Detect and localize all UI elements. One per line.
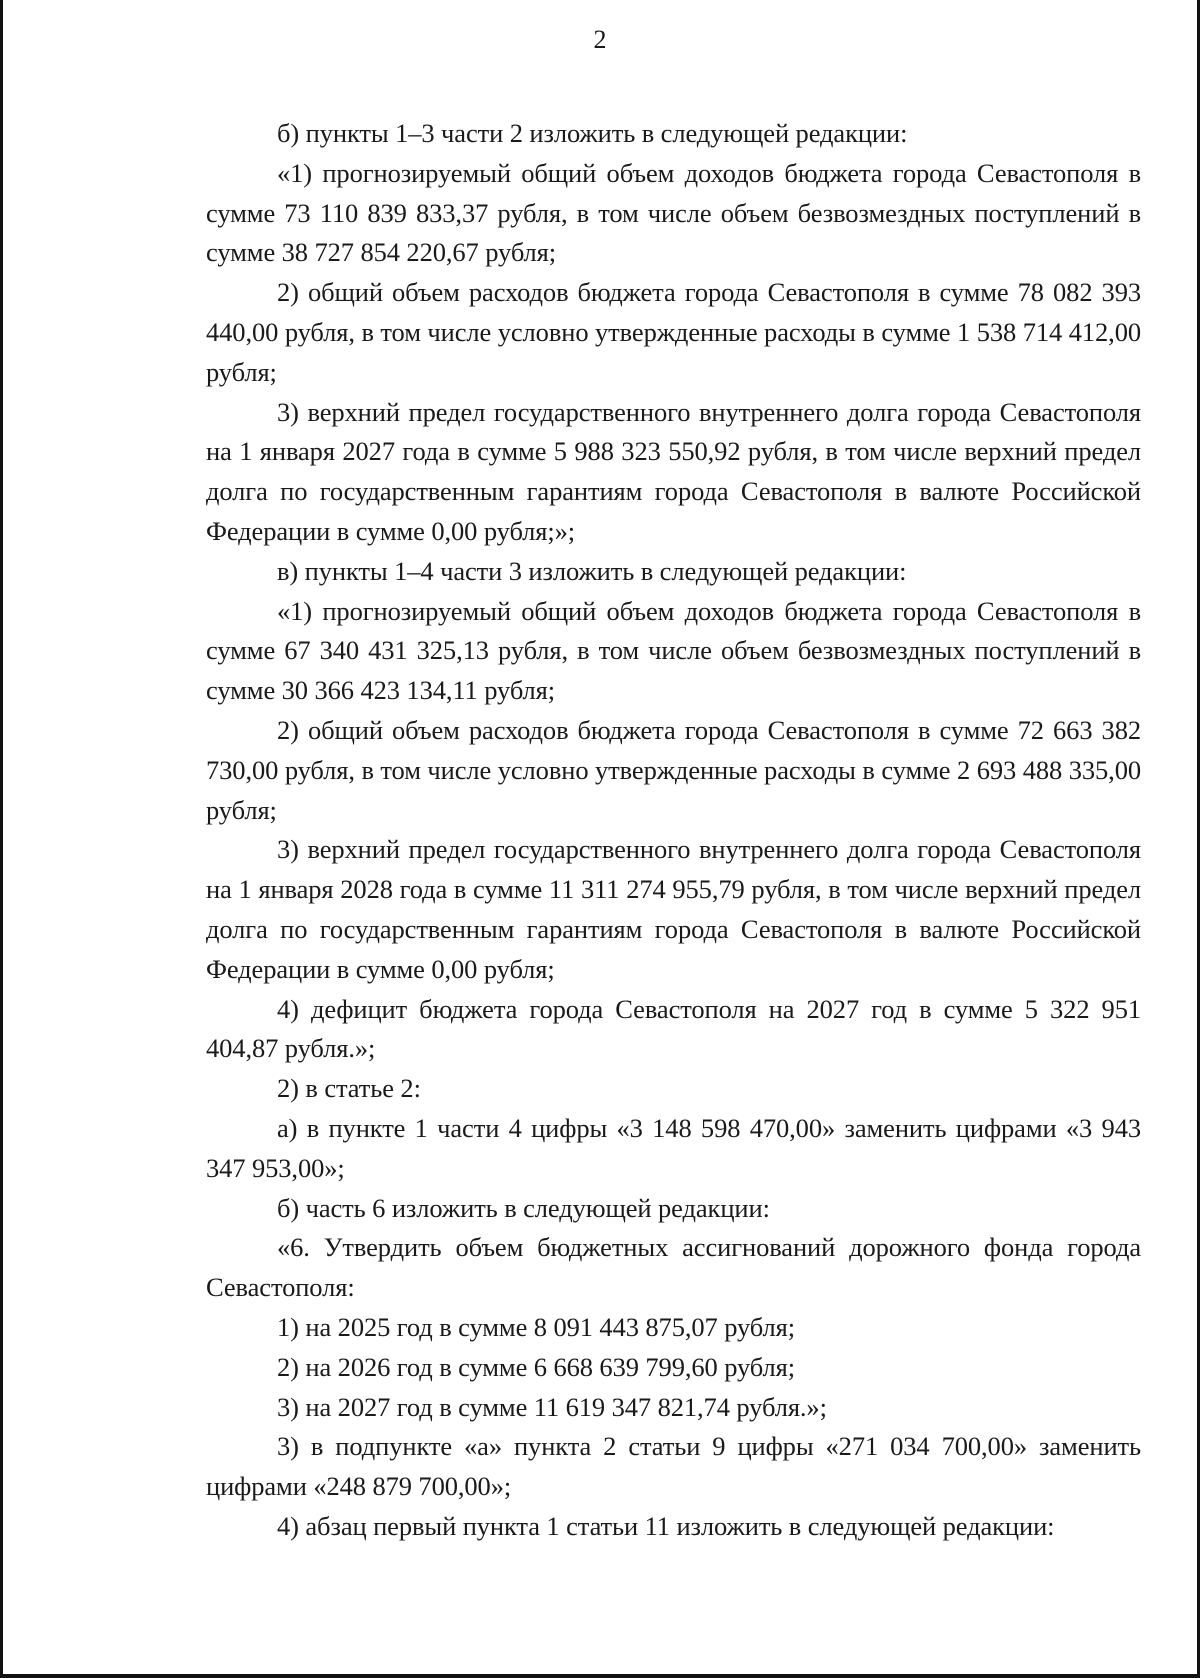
paragraph-expenses-2027: 2) общий объем расходов бюджета города Севастополя в сумме 72 663 382 730,00 рубля, в том числе условно утвержденные расходы в сумме 2 693 488 335,00 рубля;	[206, 714, 1141, 825]
paragraph-article-2: 2) в статье 2:	[277, 1073, 421, 1104]
paragraph-expenses-2026: 2) общий объем расходов бюджета города Севастополя в сумме 78 082 393 440,00 рубля, в том числе условно утвержденные расходы в сумме 1 538 714 412,00 рубля;	[206, 277, 1141, 387]
paragraph-a-point1: а) в пункте 1 части 4 цифры «3 148 598 470,00» заменить цифрами «3 943 347 953,00»;	[206, 1112, 1141, 1183]
scan-border-left	[0, 0, 3, 1678]
paragraph-revenue-2027: «1) прогнозируемый общий объем доходов бюджета города Севастополя в сумме 67 340 431 325,13 рубля, в том числе объем безвозмездных поступлений в сумме 30 366 423 134,11 рубля;	[206, 595, 1141, 706]
page-number: 2	[593, 25, 607, 54]
paragraph-debt-2028: 3) верхний предел государственного внутреннего долга города Севастополя на 1 января 2028 года в сумме 11 311 274 955,79 рубля, в том числе верхний предел долга по государственным гарантиям города Севастополя в валюте Российской Федерации в сумме 0,00 рубля;	[206, 834, 1141, 984]
scan-border-bottom	[0, 1674, 1200, 1678]
paragraph-b-part6: б) часть 6 изложить в следующей редакции:	[277, 1192, 770, 1223]
paragraph-revenue-2026: «1) прогнозируемый общий объем доходов бюджета города Севастополя в сумме 73 110 839 833,37 рубля, в том числе объем безвозмездных поступлений в сумме 38 727 854 220,67 рубля;	[206, 157, 1141, 268]
paragraph-v-part3: в) пункты 1–4 части 3 изложить в следующей редакции:	[277, 555, 907, 586]
paragraph-article-11: 4) абзац первый пункта 1 статьи 11 изложить в следующей редакции:	[277, 1510, 1055, 1541]
paragraph-road-fund-2026: 2) на 2026 год в сумме 6 668 639 799,60 рубля;	[277, 1351, 795, 1382]
paragraph-article-9: 3) в подпункте «а» пункта 2 статьи 9 цифры «271 034 700,00» заменить цифрами «248 879 700,00»;	[206, 1431, 1141, 1502]
document-body	[206, 114, 1141, 1547]
paragraph-debt-2027: 3) верхний предел государственного внутреннего долга города Севастополя на 1 января 2027 года в сумме 5 988 323 550,92 рубля, в том числе верхний предел долга по государственным гарантиям города Севастополя в валюте Российской Федерации в сумме 0,00 рубля;»;	[206, 396, 1141, 546]
paragraph-road-fund-2027: 3) на 2027 год в сумме 11 619 347 821,74 рубля.»;	[277, 1391, 827, 1422]
paragraph-road-fund: «6. Утвердить объем бюджетных ассигнований дорожного фонда города Севастополя:	[206, 1232, 1141, 1303]
paragraph-road-fund-2025: 1) на 2025 год в сумме 8 091 443 875,07 рубля;	[277, 1311, 795, 1342]
paragraph-deficit-2027: 4) дефицит бюджета города Севастополя на 2027 год в сумме 5 322 951 404,87 рубля.»;	[206, 993, 1141, 1064]
paragraph-b-part2: б) пункты 1–3 части 2 изложить в следующей редакции:	[277, 118, 908, 148]
